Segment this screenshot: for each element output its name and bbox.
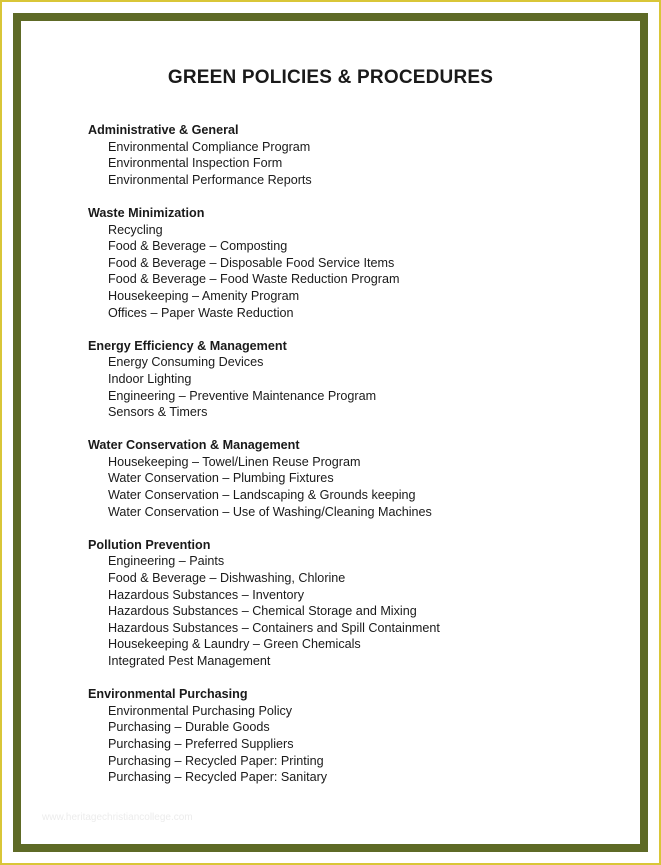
policy-item: Sensors & Timers [108,405,208,420]
document-title: GREEN POLICIES & PROCEDURES [167,67,494,88]
policy-item: Food & Beverage – Composting [108,239,288,254]
policy-item: Purchasing – Durable Goods [108,720,270,735]
policy-item: Purchasing – Preferred Suppliers [108,736,294,751]
policy-item: Hazardous Substances – Inventory [108,587,305,602]
section-heading: Energy Efficiency & Management [88,338,287,353]
policy-item: Purchasing – Recycled Paper: Printing [108,753,324,768]
policy-section [88,686,608,786]
section-item-list [88,354,608,420]
policy-item: Engineering – Preventive Maintenance Program [108,388,377,403]
policy-item: Integrated Pest Management [108,654,271,668]
policy-item: Housekeeping – Towel/Linen Reuse Program [108,454,361,469]
policy-item: Housekeeping – Amenity Program [108,288,300,303]
policy-section [88,205,608,321]
section-item-list [88,454,608,520]
section-heading: Environmental Purchasing [88,687,248,702]
policy-section [88,338,608,421]
section-item-list [88,139,608,189]
policy-section [88,537,608,670]
policy-item: Environmental Inspection Form [108,156,283,171]
policy-item: Purchasing – Recycled Paper: Sanitary [108,770,328,785]
policy-item: Water Conservation – Use of Washing/Cleaning Machines [108,504,432,519]
policy-item: Engineering – Paints [108,554,225,569]
section-heading: Waste Minimization [88,205,205,220]
policy-item: Water Conservation – Landscaping & Grounds keeping [108,488,416,503]
policy-item: Hazardous Substances – Containers and Spill Containment [108,620,440,635]
section-item-list [88,553,608,669]
section-heading: Pollution Prevention [88,537,211,552]
section-item-list [88,703,608,786]
policy-item: Food & Beverage – Disposable Food Service Items [108,255,395,270]
policy-item: Offices – Paper Waste Reduction [108,305,294,320]
section-heading: Water Conservation & Management [88,438,300,453]
policy-item: Food & Beverage – Dishwashing, Chlorine [108,571,346,586]
section-heading: Administrative & General [88,123,239,137]
policy-section [88,122,608,188]
policy-item: Indoor Lighting [108,371,192,386]
document-body [88,122,608,802]
policy-item: Environmental Compliance Program [108,139,311,154]
policy-item: Water Conservation – Plumbing Fixtures [108,471,334,486]
watermark: www.heritagechristiancollege.com [42,812,193,823]
policy-item: Recycling [108,222,163,237]
policy-item: Environmental Purchasing Policy [108,703,293,718]
policy-item: Hazardous Substances – Chemical Storage and Mixing [108,604,417,619]
section-item-list [88,222,608,322]
policy-item: Food & Beverage – Food Waste Reduction Program [108,272,400,287]
policy-item: Environmental Performance Reports [108,172,312,187]
policy-section [88,437,608,520]
policy-item: Energy Consuming Devices [108,355,264,370]
policy-item: Housekeeping & Laundry – Green Chemicals [108,637,361,652]
